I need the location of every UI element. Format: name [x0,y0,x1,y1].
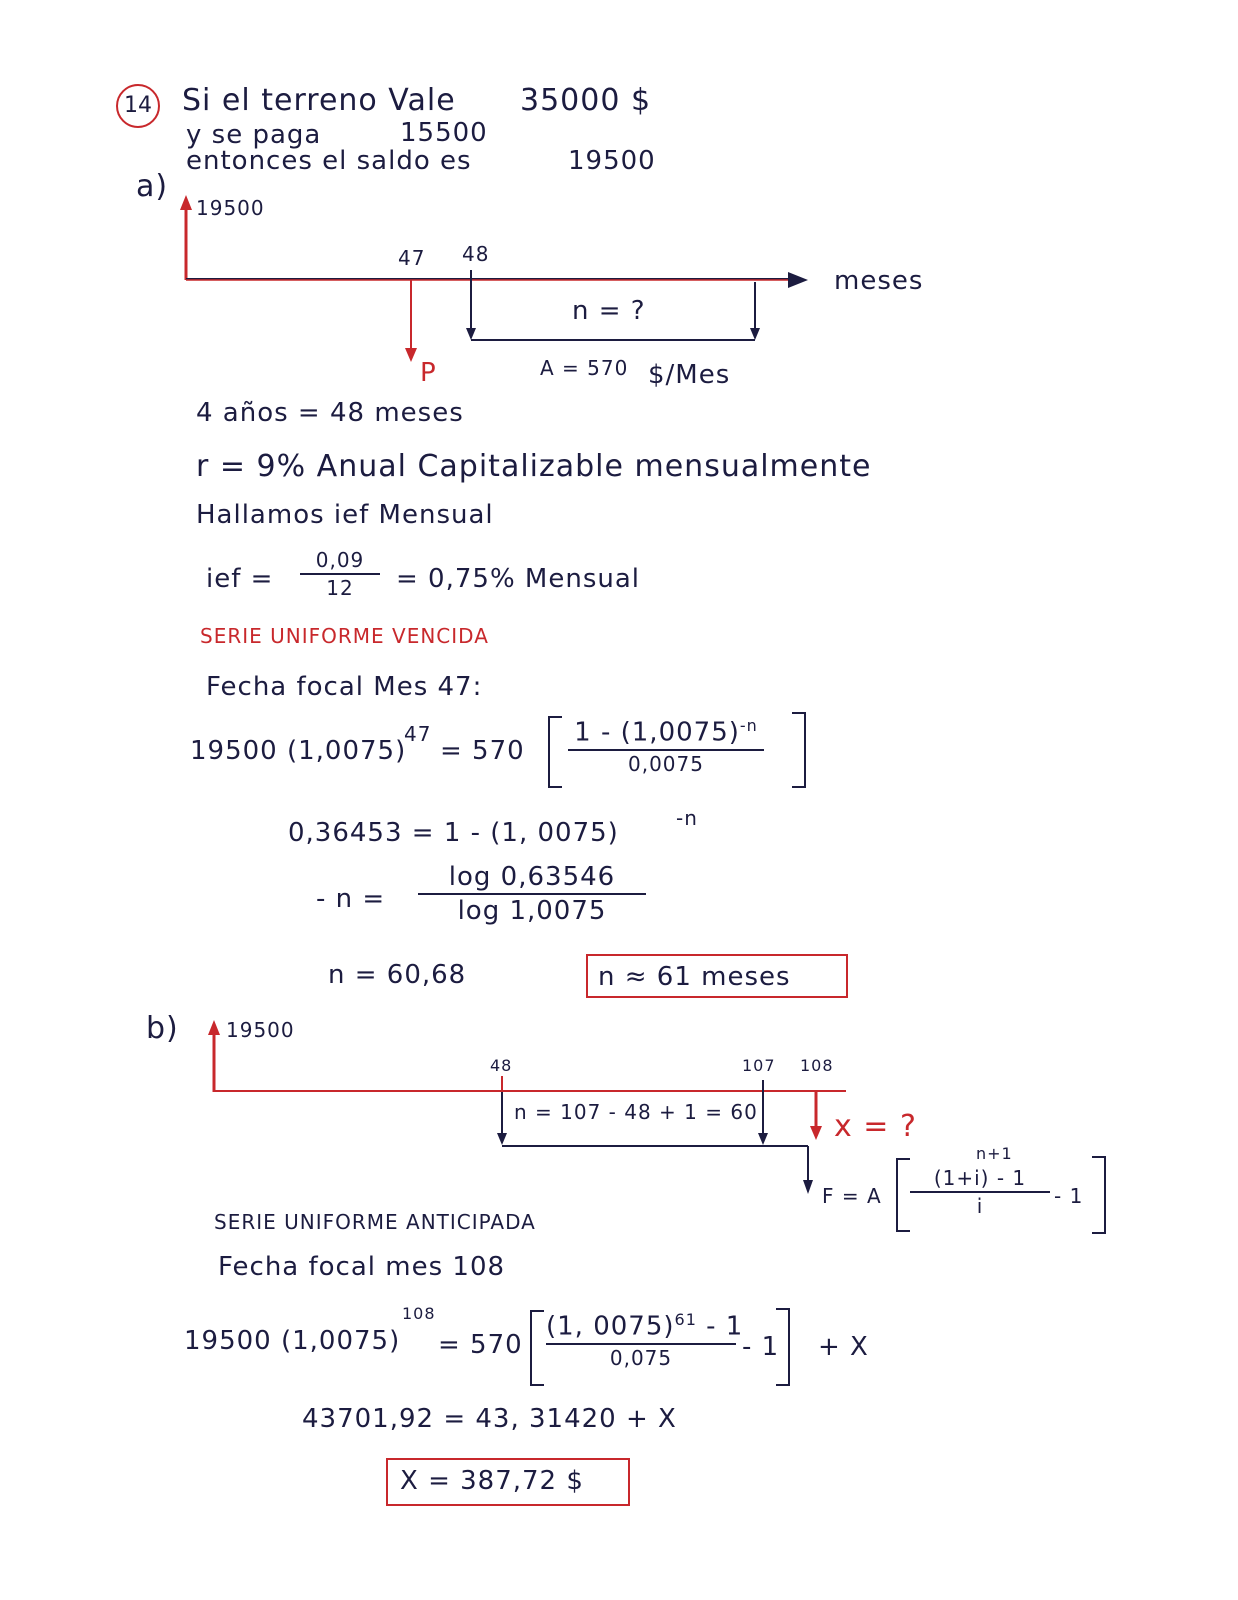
series-title-a: SERIE UNIFORME VENCIDA [200,624,489,648]
answer-a: n ≈ 61 meses [598,962,791,992]
f-formula-tail: - 1 [1054,1184,1084,1208]
eq1-b-lhs: 19500 (1,0075) [184,1326,401,1356]
f-formula-lhs: F = A [822,1184,882,1208]
eq1-b-denominator: 0,075 [609,1345,673,1370]
focal-date-a: Fecha focal Mes 47: [206,672,483,702]
f-formula-left-bracket [896,1158,910,1232]
eq1-b-left-bracket [530,1310,544,1386]
terrain-value: 35000 $ [520,83,652,118]
years-to-months: 4 años = 48 meses [196,398,464,428]
diagram-b-up-label: 19500 [226,1018,295,1042]
diagram-a-a-label: A = 570 [540,356,629,380]
diagram-b-tick-48: 48 [490,1056,513,1075]
eq2-b: 43701,92 = 43, 31420 + X [302,1404,677,1434]
f-formula-fraction [910,1168,1050,1216]
diagram-a-up-label: 19500 [196,196,265,220]
part-b-label: b) [146,1011,179,1046]
eq4-a: n = 60,68 [328,960,467,990]
eq1-b-equals: = 570 [438,1330,523,1360]
eq1-b-tail: - 1 [742,1332,780,1362]
answer-b: X = 387,72 $ [400,1466,584,1496]
ief-numerator: 0,09 [315,548,365,572]
ief-result: = 0,75% Mensual [396,564,640,594]
eq1-a-denominator: 0,0075 [628,751,704,776]
find-effective-rate: Hallamos ief Mensual [196,500,494,530]
problem-line3-text: entonces el saldo es [186,146,472,176]
diagram-a-p-label: P [420,358,437,388]
eq1-b-right-bracket [776,1308,790,1386]
ief-lhs: ief = [206,564,274,594]
eq3-a-numerator: log 0,63546 [448,862,616,892]
answer-b-box [386,1458,630,1506]
focal-date-b: Fecha focal mes 108 [218,1252,506,1282]
diagram-a-a-unit: $/Mes [648,360,731,390]
eq1-b-numerator: (1, 0075)$^{61}$ - 1 [546,1310,744,1342]
ief-denominator: 12 [326,576,354,600]
problem-line2-text: y se paga [186,120,322,150]
eq3-a-lhs: - n = [316,884,386,914]
diagram-b-x-label: x = ? [834,1109,917,1144]
part-a-label: a) [136,169,169,204]
diagram-b-n-label: n = 107 - 48 + 1 = 60 [514,1100,758,1124]
f-formula-numerator: (1+i) - 1 [933,1166,1027,1190]
diagram-a-axis-label: meses [834,266,924,296]
balance-amount: 19500 [568,146,656,176]
diagram-a-tick-47: 47 [398,246,426,270]
f-formula-denominator: i [976,1194,984,1218]
eq1-b-exponent: 108 [402,1304,436,1323]
eq1-b-fraction [546,1310,744,1370]
diagram-a-tick-48: 48 [462,242,490,266]
problem-number: 14 [124,93,152,118]
f-formula-exponent: n+1 [976,1144,1013,1163]
eq2-a-exponent: -n [676,806,698,830]
eq1-a-numerator: $1 - (1,0075)^{-n}$ [574,716,758,748]
eq1-a-lhs: 19500 (1,0075) [190,736,407,766]
eq2-a: 0,36453 = 1 - (1, 0075) [288,818,619,848]
eq1-a-exponent: 47 [404,722,432,746]
diagram-b-tick-108: 108 [800,1056,834,1075]
eq3-a-denominator: log 1,0075 [457,896,607,926]
diagram-a-n-label: n = ? [572,296,646,326]
problem-line1-text: Si el terreno Vale [182,83,456,118]
f-formula-right-bracket [1092,1156,1106,1234]
series-title-b: SERIE UNIFORME ANTICIPADA [214,1210,536,1234]
eq1-b-plus-x: + X [818,1332,869,1362]
paid-amount: 15500 [400,118,488,148]
diagram-b-tick-107: 107 [742,1056,776,1075]
eq1-a-equals: = 570 [440,736,525,766]
nominal-rate: r = 9% Anual Capitalizable mensualmente [196,449,872,484]
